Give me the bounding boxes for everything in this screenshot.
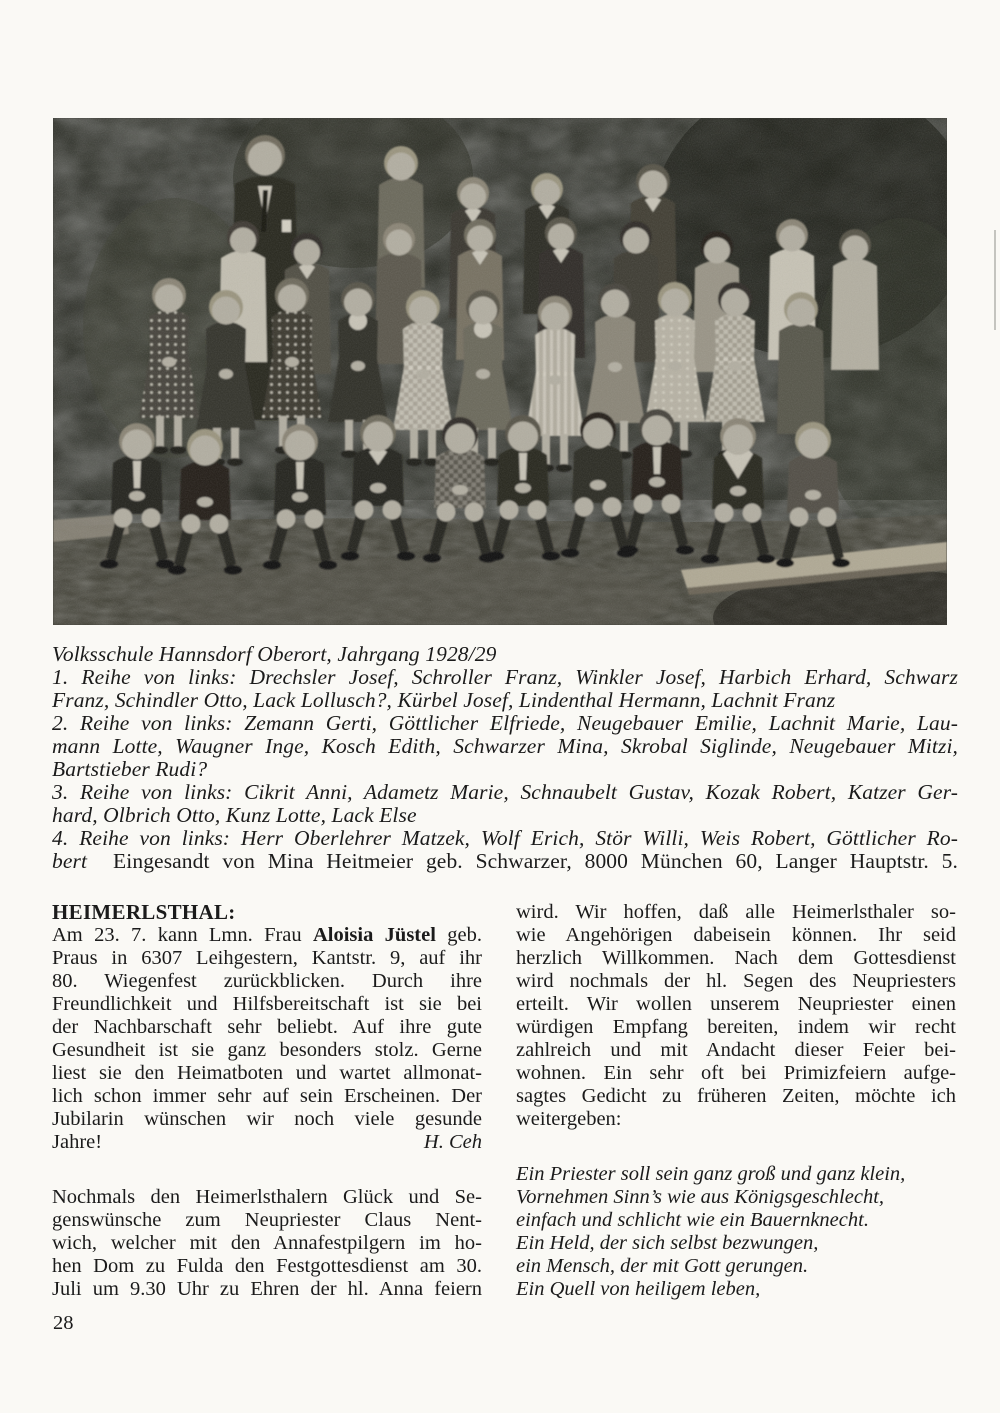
caption-title: Volksschule Hannsdorf Oberort, Jahrgang 1928/29 [52, 642, 497, 666]
right-paragraph [516, 901, 956, 1131]
bold-name-span: Aloisia Jüstel [312, 924, 436, 946]
body-text-line: erteilt. Wir wollen unserem Neupriester einen [516, 993, 956, 1015]
caption-credit-text: Eingesandt von Mina Heitmeier geb. Schwarzer, 8000 München 60, Langer Hauptstr. 5. [113, 849, 958, 873]
text-span: Am 23. 7. kann Lmn. Frau [52, 924, 313, 946]
body-text-line: sagtes Gedicht zu früheren Zeiten, möchte ich [516, 1085, 956, 1107]
signature-line-text: Jahre! [52, 1131, 103, 1153]
body-text-line: genswünsche zum Neupriester Claus Nent- [52, 1209, 482, 1231]
body-text-line: herzlich Willkommen. Nach dem Gottesdienst [516, 947, 956, 969]
body-text-line: 80. Wiegenfest zurückblicken. Durch ihre [52, 970, 482, 992]
poem-line: Vornehmen Sinn’s wie aus Königsgeschlecht, [516, 1186, 885, 1208]
body-text-line [52, 924, 482, 947]
body-text-line: Praus in 6307 Leihgestern, Kantstr. 9, auf ihr [52, 947, 482, 969]
body-text-line: wird. Wir hoffen, daß alle Heimerlsthaler so- [516, 901, 956, 923]
photo-caption [52, 643, 958, 873]
poem-line: Ein Priester soll sein ganz groß und ganz klein, [516, 1163, 906, 1185]
poem-line: ein Mensch, der mit Gott gerungen. [516, 1255, 809, 1277]
caption-line: 3. Reihe von links: Cikrit Anni, Adametz Marie, Schnaubelt Gustav, Kozak Robert, Katzer Ger- [52, 780, 958, 804]
body-text-line: Nochmals den Heimerlsthalern Glück und Se- [52, 1186, 482, 1208]
body-text-line: liest sie den Heimatboten und wartet allmonat- [52, 1062, 482, 1084]
left-paragraph-2 [52, 1186, 482, 1301]
signature-line [52, 1131, 482, 1154]
caption-line: 4. Reihe von links: Herr Oberlehrer Matzek, Wolf Erich, Stör Willi, Weis Robert, Göttlicher Ro- [52, 826, 958, 850]
class-photo [53, 118, 947, 625]
photo-film-grain [53, 118, 947, 625]
body-text-line: hen Dom zu Fulda den Festgottesdienst am 30. [52, 1255, 482, 1277]
body-text-line: weitergeben: [516, 1108, 622, 1130]
caption-line: 1. Reihe von links: Drechsler Josef, Schroller Franz, Winkler Josef, Harbich Erhard, Schwarz [52, 665, 958, 689]
caption-line: Franz, Schindler Otto, Lack Lollusch?, Kürbel Josef, Lindenthal Hermann, Lachnit Franz [52, 688, 836, 712]
body-text-line: Freundlichkeit und Hilfsbereitschaft ist sie bei [52, 993, 482, 1015]
body-text-line: wird nochmals der hl. Segen des Neupriesters [516, 970, 956, 992]
body-text-line: wohnen. Ein sehr oft bei Primizfeiern aufge- [516, 1062, 956, 1084]
text-span: geb. [435, 924, 482, 946]
body-text-line: würdigen Empfang bereiten, indem wir recht [516, 1016, 956, 1038]
caption-name-list [52, 666, 958, 850]
poem-line: Ein Quell von heiligem leben, [516, 1278, 761, 1300]
poem-line: Ein Held, der sich selbst bezwungen, [516, 1232, 819, 1254]
article-right-column [516, 901, 956, 1301]
body-text-line: wie Angehörigen dabeisein können. Ihr seid [516, 924, 956, 946]
caption-credit-lead: bert [52, 849, 88, 873]
caption-credit-line [52, 850, 958, 873]
body-text-line: Gesundheit ist sie ganz besonders stolz. Gerne [52, 1039, 482, 1061]
left-paragraph-1 [52, 924, 482, 1131]
page-number: 28 [53, 1312, 74, 1334]
body-text-line: der Nachbarschaft sehr beliebt. Auf ihre gute [52, 1016, 482, 1038]
poem-line: einfach und schlicht wie ein Bauernknecht. [516, 1209, 869, 1231]
body-text-line: Jubilarin wünschen wir noch viele gesunde [52, 1108, 482, 1130]
caption-line: Bartstieber Rudi? [52, 757, 208, 781]
body-text-line: Juli um 9.30 Uhr zu Ehren der hl. Anna feiern [52, 1278, 482, 1300]
primiz-poem [516, 1163, 956, 1301]
scan-artifact-mark [994, 230, 996, 330]
caption-line: hard, Olbrich Otto, Kunz Lotte, Lack Else [52, 803, 417, 827]
article-left-column [52, 901, 482, 1301]
body-text-line: lich schon immer sehr auf sein Erscheinen. Der [52, 1085, 482, 1107]
article-heading: HEIMERLSTHAL: [52, 900, 236, 924]
body-text-line: zahlreich und mit Andacht dieser Feier bei- [516, 1039, 956, 1061]
caption-line: mann Lotte, Waugner Inge, Kosch Edith, Schwarzer Mina, Skrobal Siglinde, Neugebauer Mitzi, [52, 734, 958, 758]
body-text-line: wich, welcher mit den Annafestpilgern im ho- [52, 1232, 482, 1254]
author-signature: H. Ceh [423, 1131, 482, 1153]
caption-line: 2. Reihe von links: Zemann Gerti, Göttlicher Elfriede, Neugebauer Emilie, Lachnit Marie, Lau- [52, 711, 958, 735]
